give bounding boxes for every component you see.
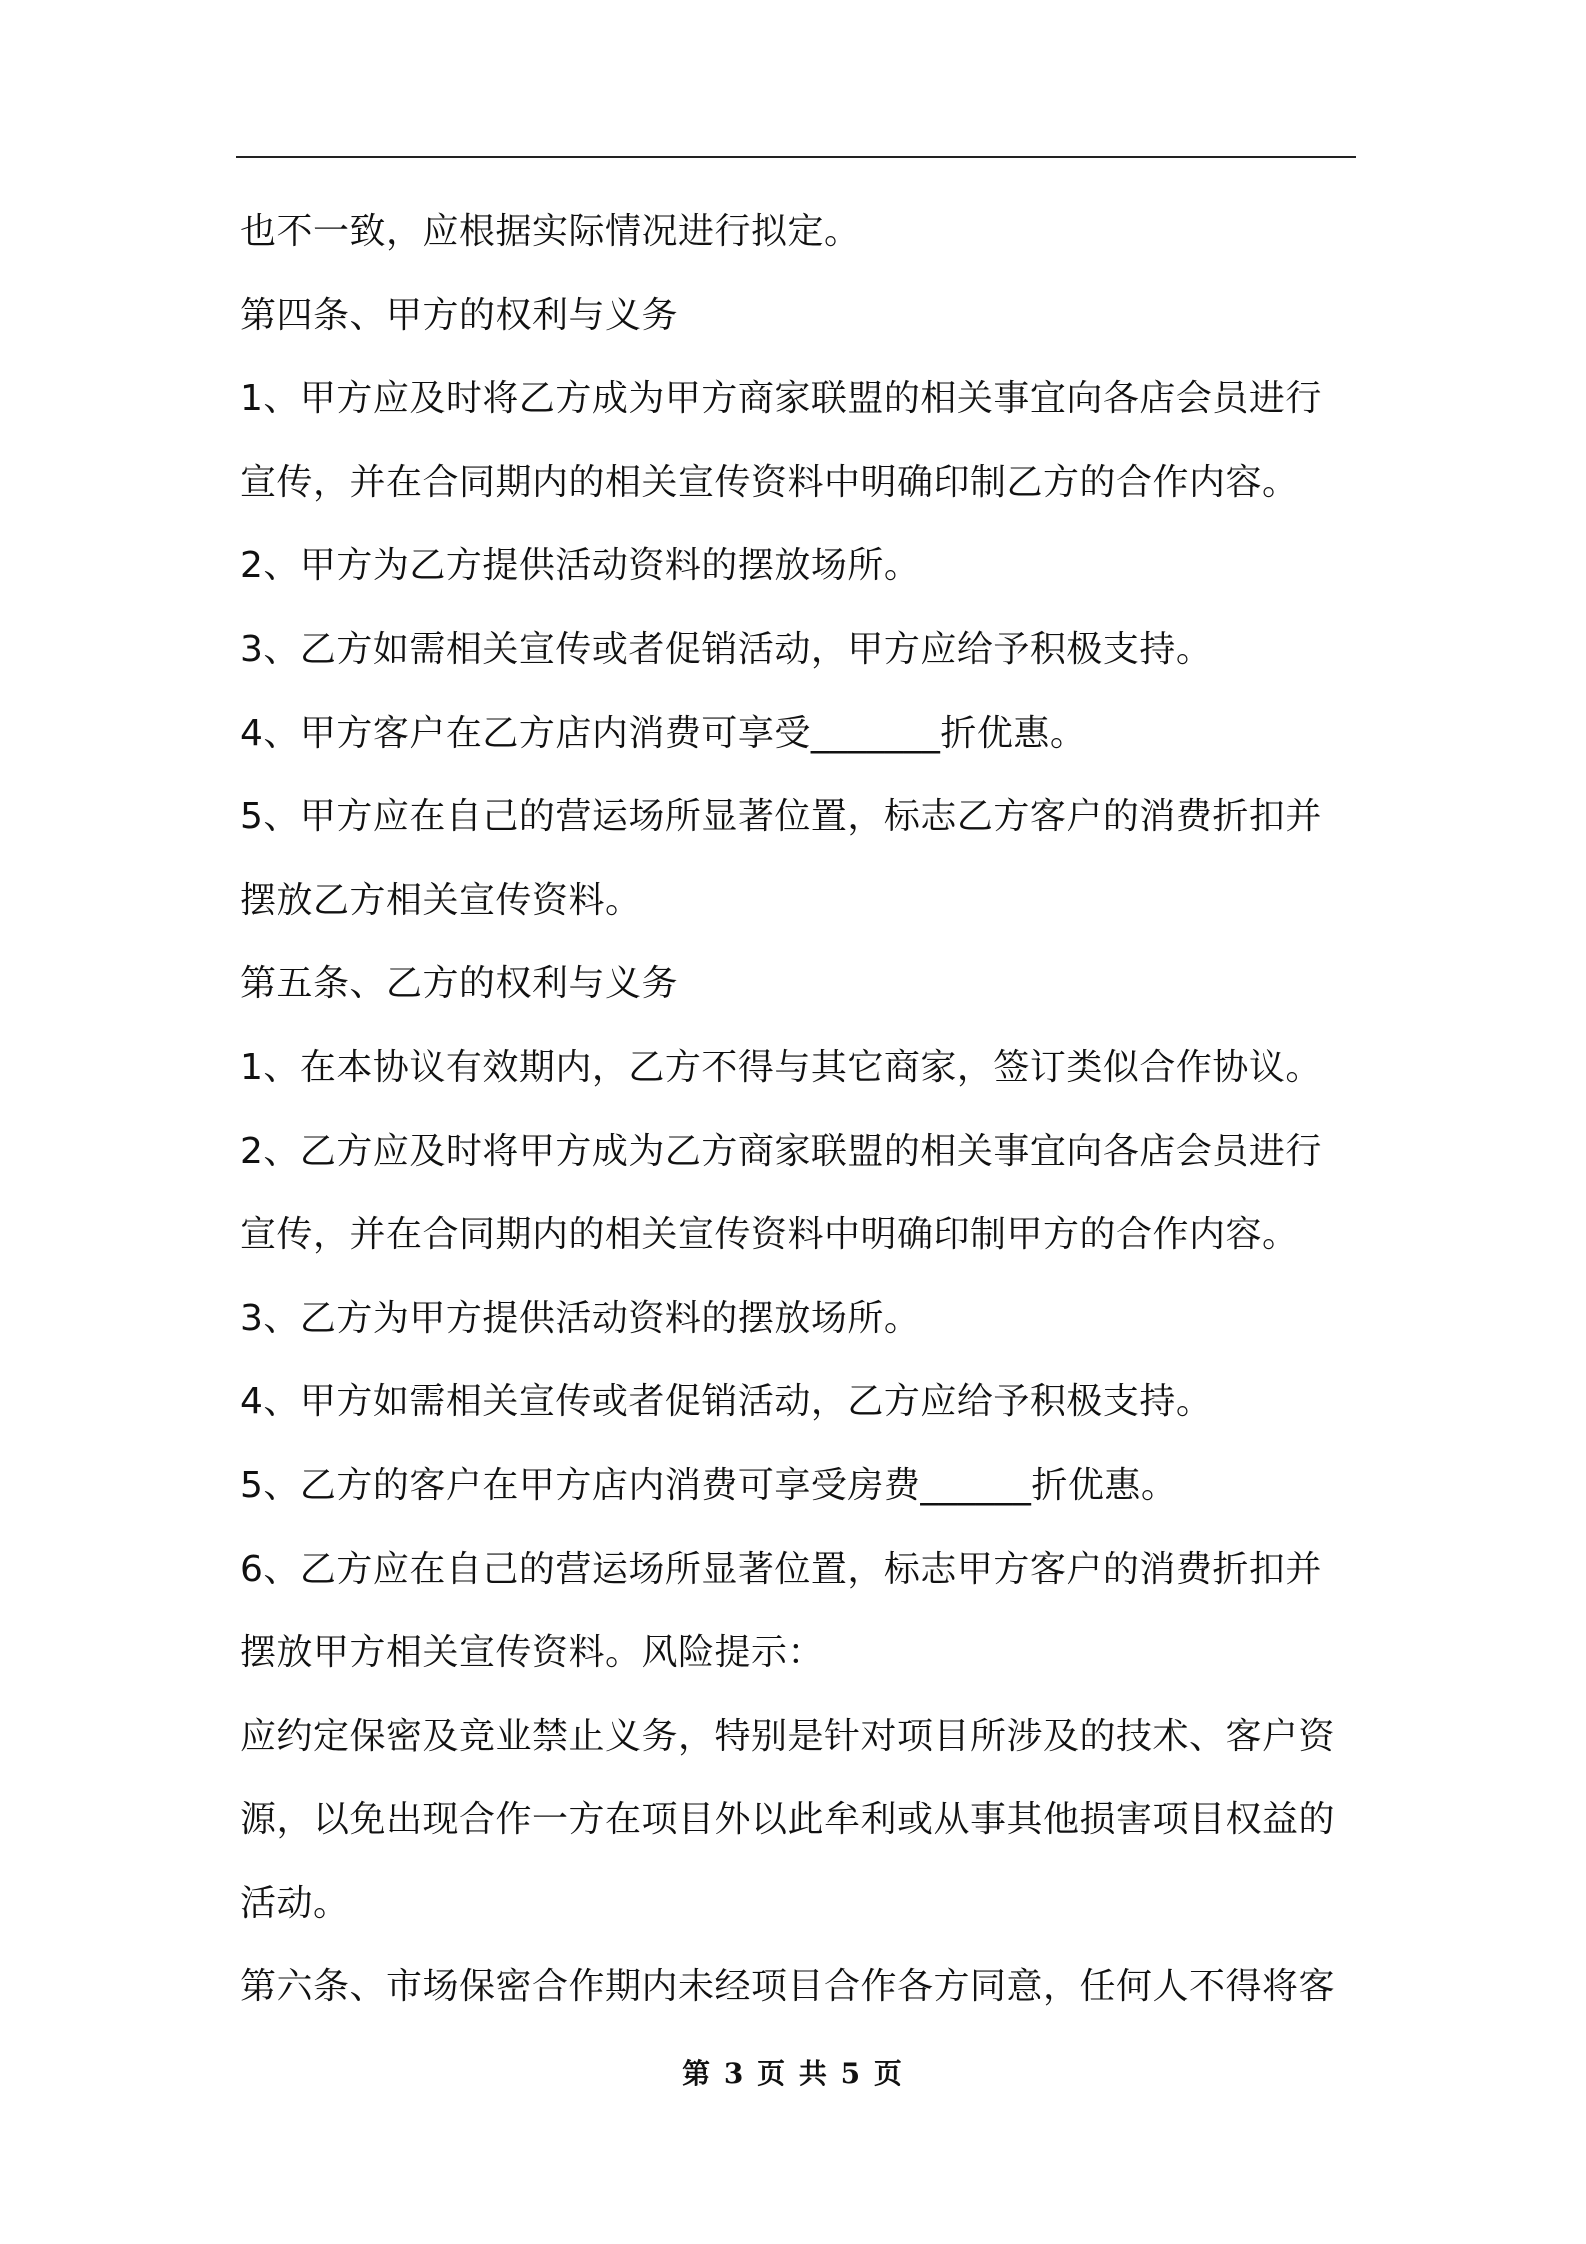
text-line: 5、乙方的客户在甲方店内消费可享受房费______折优惠。 bbox=[240, 1464, 1178, 1506]
text-line: 摆放甲方相关宣传资料。风险提示： bbox=[240, 1632, 825, 1674]
text-line: 1、在本协议有效期内，乙方不得与其它商家，签订类似合作协议。 bbox=[240, 1046, 1322, 1088]
text-line: 也不一致，应根据实际情况进行拟定。 bbox=[240, 211, 861, 252]
text-line: 1、甲方应及时将乙方成为甲方商家联盟的相关事宜向各店会员进行 bbox=[240, 378, 1322, 420]
risk-note-line: 活动。 bbox=[240, 1882, 350, 1924]
text-line: 宣传，并在合同期内的相关宣传资料中明确印制甲方的合作内容。 bbox=[240, 1214, 1299, 1256]
text-line: 宣传，并在合同期内的相关宣传资料中明确印制乙方的合作内容。 bbox=[240, 461, 1299, 503]
section-heading-article-6: 第六条、市场保密合作期内未经项目合作各方同意，任何人不得将客 bbox=[240, 1966, 1336, 2008]
header-rule bbox=[236, 156, 1356, 158]
text-line: 3、乙方如需相关宣传或者促销活动，甲方应给予积极支持。 bbox=[240, 628, 1213, 670]
risk-note-line: 应约定保密及竞业禁止义务，特别是针对项目所涉及的技术、客户资 bbox=[240, 1715, 1336, 1757]
text-line: 6、乙方应在自己的营运场所显著位置，标志甲方客户的消费折扣并 bbox=[240, 1548, 1322, 1590]
text-line: 3、乙方为甲方提供活动资料的摆放场所。 bbox=[240, 1297, 921, 1339]
section-heading-article-5: 第五条、乙方的权利与义务 bbox=[240, 963, 679, 1005]
text-line: 4、甲方客户在乙方店内消费可享受_______折优惠。 bbox=[240, 712, 1087, 754]
text-line: 摆放乙方相关宣传资料。 bbox=[240, 879, 642, 921]
text-line: 2、甲方为乙方提供活动资料的摆放场所。 bbox=[240, 545, 921, 587]
page-number-footer: 第 3 页 共 5 页 bbox=[682, 2057, 904, 2090]
text-line: 2、乙方应及时将甲方成为乙方商家联盟的相关事宜向各店会员进行 bbox=[240, 1130, 1322, 1172]
document-body bbox=[240, 190, 1360, 2029]
text-line: 5、甲方应在自己的营运场所显著位置，标志乙方客户的消费折扣并 bbox=[240, 796, 1322, 838]
text-line: 4、甲方如需相关宣传或者促销活动，乙方应给予积极支持。 bbox=[240, 1381, 1213, 1423]
risk-note-line: 源，以免出现合作一方在项目外以此牟利或从事其他损害项目权益的 bbox=[240, 1799, 1336, 1841]
section-heading-article-4: 第四条、甲方的权利与义务 bbox=[240, 294, 679, 336]
